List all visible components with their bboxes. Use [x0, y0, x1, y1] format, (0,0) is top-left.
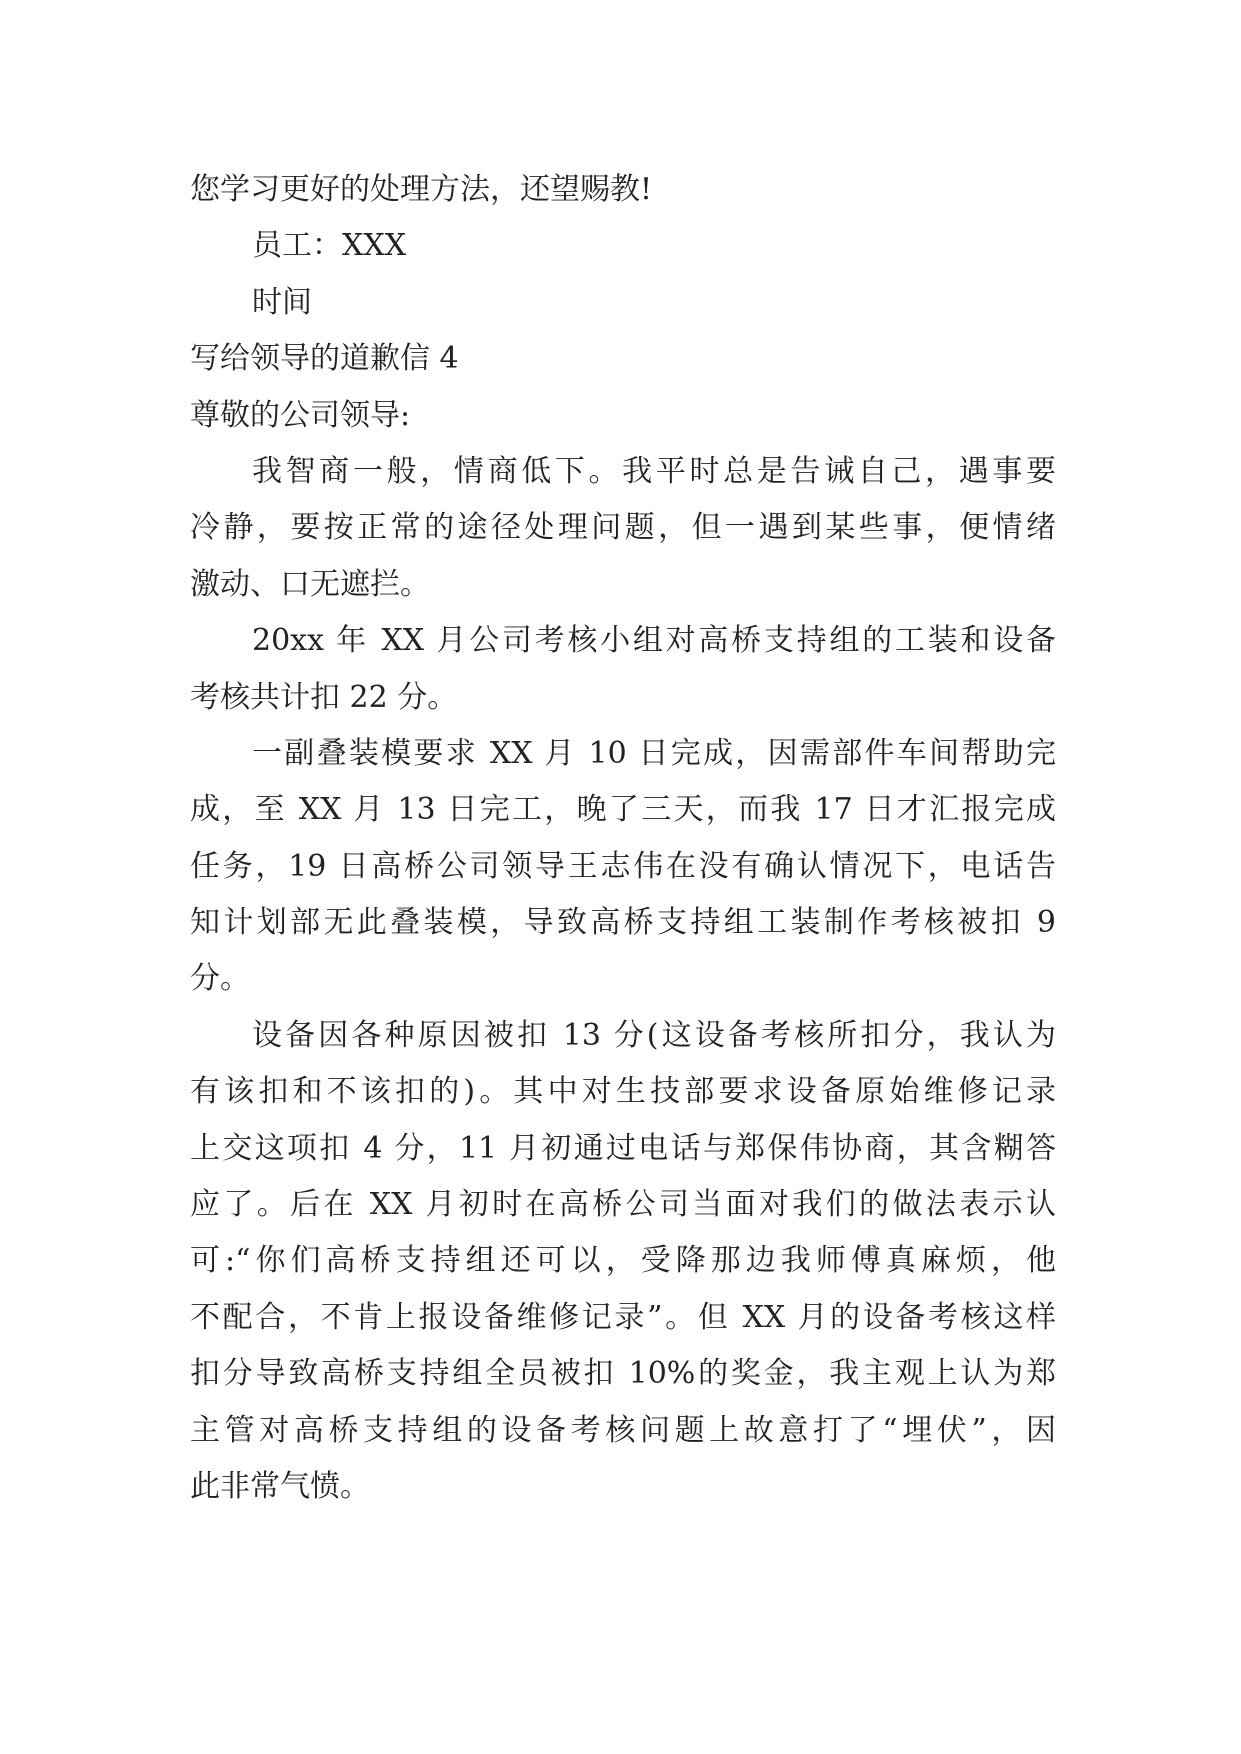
paragraph-4-line-1: 设备因各种原因被扣 13 分(这设备考核所扣分，我认为	[252, 1017, 1056, 1053]
salutation: 尊敬的公司领导:	[190, 397, 411, 433]
paragraph-2-line-2: 考核共计扣 22 分。	[190, 679, 458, 715]
signature-date: 时间	[252, 284, 312, 320]
paragraph-3-line-5: 分。	[190, 961, 250, 997]
paragraph-4-line-8: 主管对高桥支持组的设备考核问题上故意打了“埋伏”，因	[190, 1412, 1056, 1448]
paragraph-1-line-2: 冷静，要按正常的途径处理问题，但一遇到某些事，便情绪	[190, 510, 1056, 546]
closing-text-line: 您学习更好的处理方法，还望赐教!	[190, 172, 653, 207]
paragraph-1-line-3: 激动、口无遮拦。	[190, 566, 430, 602]
paragraph-4-line-9: 此非常气愤。	[190, 1468, 370, 1504]
section-title: 写给领导的道歉信 4	[190, 341, 459, 377]
paragraph-4-line-6: 不配合，不肯上报设备维修记录”。但 XX 月的设备考核这样	[190, 1299, 1056, 1335]
paragraph-3-line-2: 成，至 XX 月 13 日完工，晚了三天，而我 17 日才汇报完成	[190, 792, 1056, 828]
paragraph-4-line-7: 扣分导致高桥支持组全员被扣 10%的奖金，我主观上认为郑	[190, 1356, 1056, 1392]
paragraph-3-line-4: 知计划部无此叠装模，导致高桥支持组工装制作考核被扣 9	[190, 905, 1056, 941]
paragraph-3-line-3: 任务，19 日高桥公司领导王志伟在没有确认情况下，电话告	[190, 848, 1056, 884]
paragraph-2-line-1: 20xx 年 XX 月公司考核小组对高桥支持组的工装和设备	[252, 623, 1056, 659]
paragraph-3-line-1: 一副叠装模要求 XX 月 10 日完成，因需部件车间帮助完	[252, 735, 1056, 771]
paragraph-4-line-4: 应了。后在 XX 月初时在高桥公司当面对我们的做法表示认	[190, 1187, 1056, 1223]
signature-employee: 员工：XXX	[252, 228, 407, 264]
paragraph-4-line-2: 有该扣和不该扣的)。其中对生技部要求设备原始维修记录	[190, 1074, 1056, 1110]
paragraph-4-line-3: 上交这项扣 4 分，11 月初通过电话与郑保伟协商，其含糊答	[190, 1130, 1056, 1166]
paragraph-4-line-5: 可:“你们高桥支持组还可以，受降那边我师傅真麻烦，他	[190, 1243, 1056, 1279]
paragraph-1-line-1: 我智商一般，情商低下。我平时总是告诫自己，遇事要	[252, 453, 1056, 489]
document-body	[190, 162, 1056, 1515]
